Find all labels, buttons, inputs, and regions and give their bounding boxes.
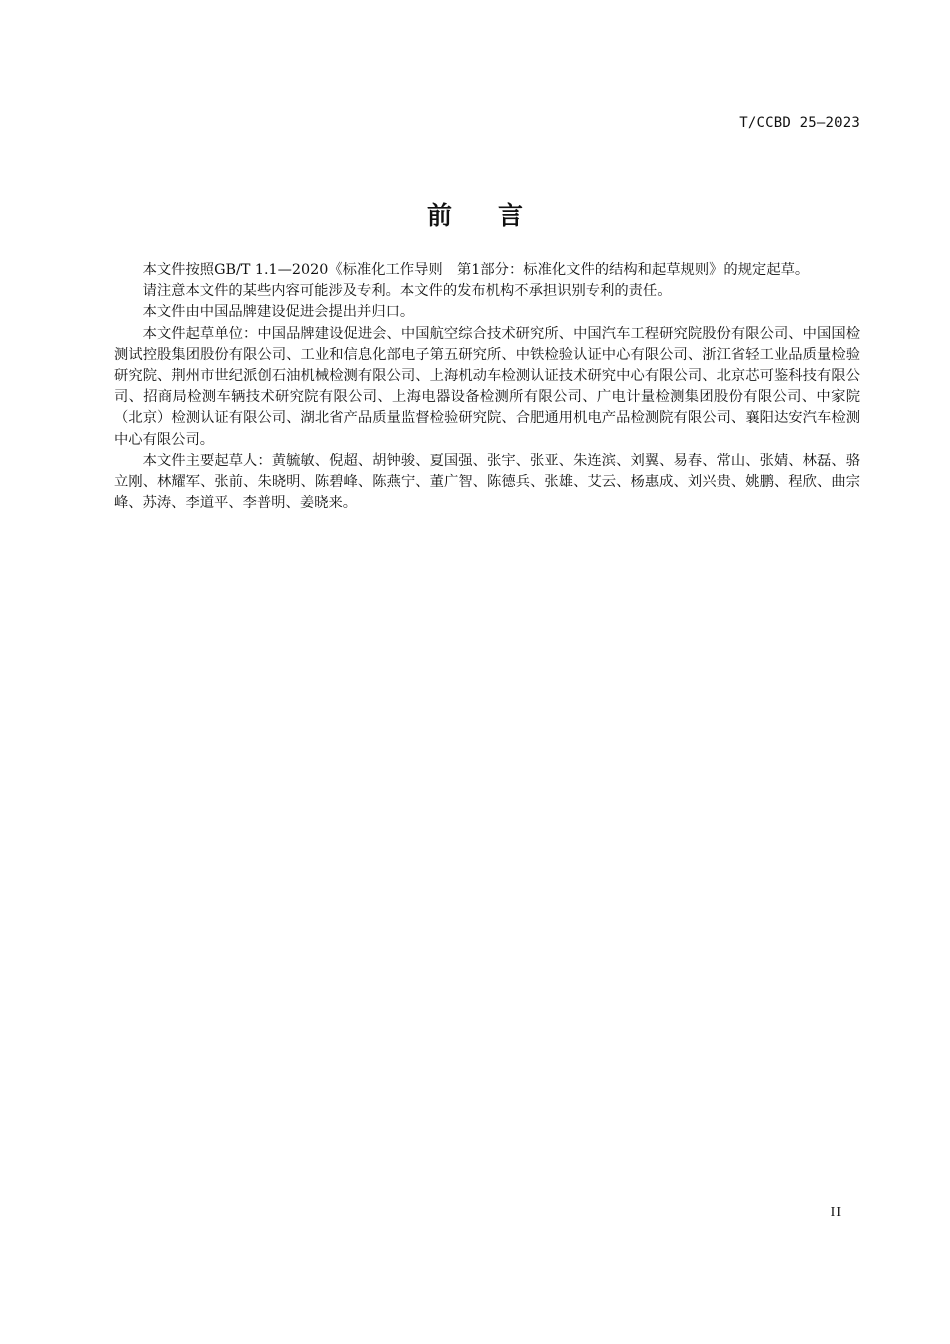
paragraph-drafting-rules: 本文件按照GB/T 1.1—2020《标准化工作导则 第1部分：标准化文件的结构和起草规则》的规定起草。 (142, 262, 810, 278)
page-number: II (830, 1205, 842, 1220)
paragraph-drafters: 本文件主要起草人：黄毓敏、倪超、胡钟骏、夏国强、张宇、张亚、朱连滨、刘翼、易春、常山、张婧、林磊、骆立刚、林耀军、张前、朱晓明、陈碧峰、陈燕宁、董广智、陈德兵、张雄、艾云、杨惠成、刘兴贵、姚鹏、程欣、曲宗峰、苏涛、李道平、李普明、姜晓来。 (114, 452, 860, 512)
paragraph-patent-notice: 请注意本文件的某些内容可能涉及专利。本文件的发布机构不承担识别专利的责任。 (142, 283, 672, 300)
page-title: 前言 (426, 201, 569, 230)
paragraph-drafting-units: 本文件起草单位：中国品牌建设促进会、中国航空综合技术研究所、中国汽车工程研究院股份有限公司、中国国检测试控股集团股份有限公司、工业和信息化部电子第五研究所、中铁检验认证中心有限公司、浙江省轻工业品质量检验研究院、荆州市世纪派创石油机械检测有限公司、上海机动车检测认证技术研究中心有限公司、北京芯可鉴科技有限公司、招商局检测车辆技术研究院有限公司、上海电器设备检测所有限公司、广电计量检测集团股份有限公司、中家院（北京）检测认证有限公司、湖北省产品质量监督检验研究院、合肥通用机电产品检测院有限公司、襄阳达安汽车检测中心有限公司。 (114, 325, 860, 448)
foreword-body (114, 260, 860, 514)
document-code: T/CCBD 25—2023 (739, 115, 860, 131)
paragraph-proposer: 本文件由中国品牌建设促进会提出并归口。 (142, 304, 415, 321)
